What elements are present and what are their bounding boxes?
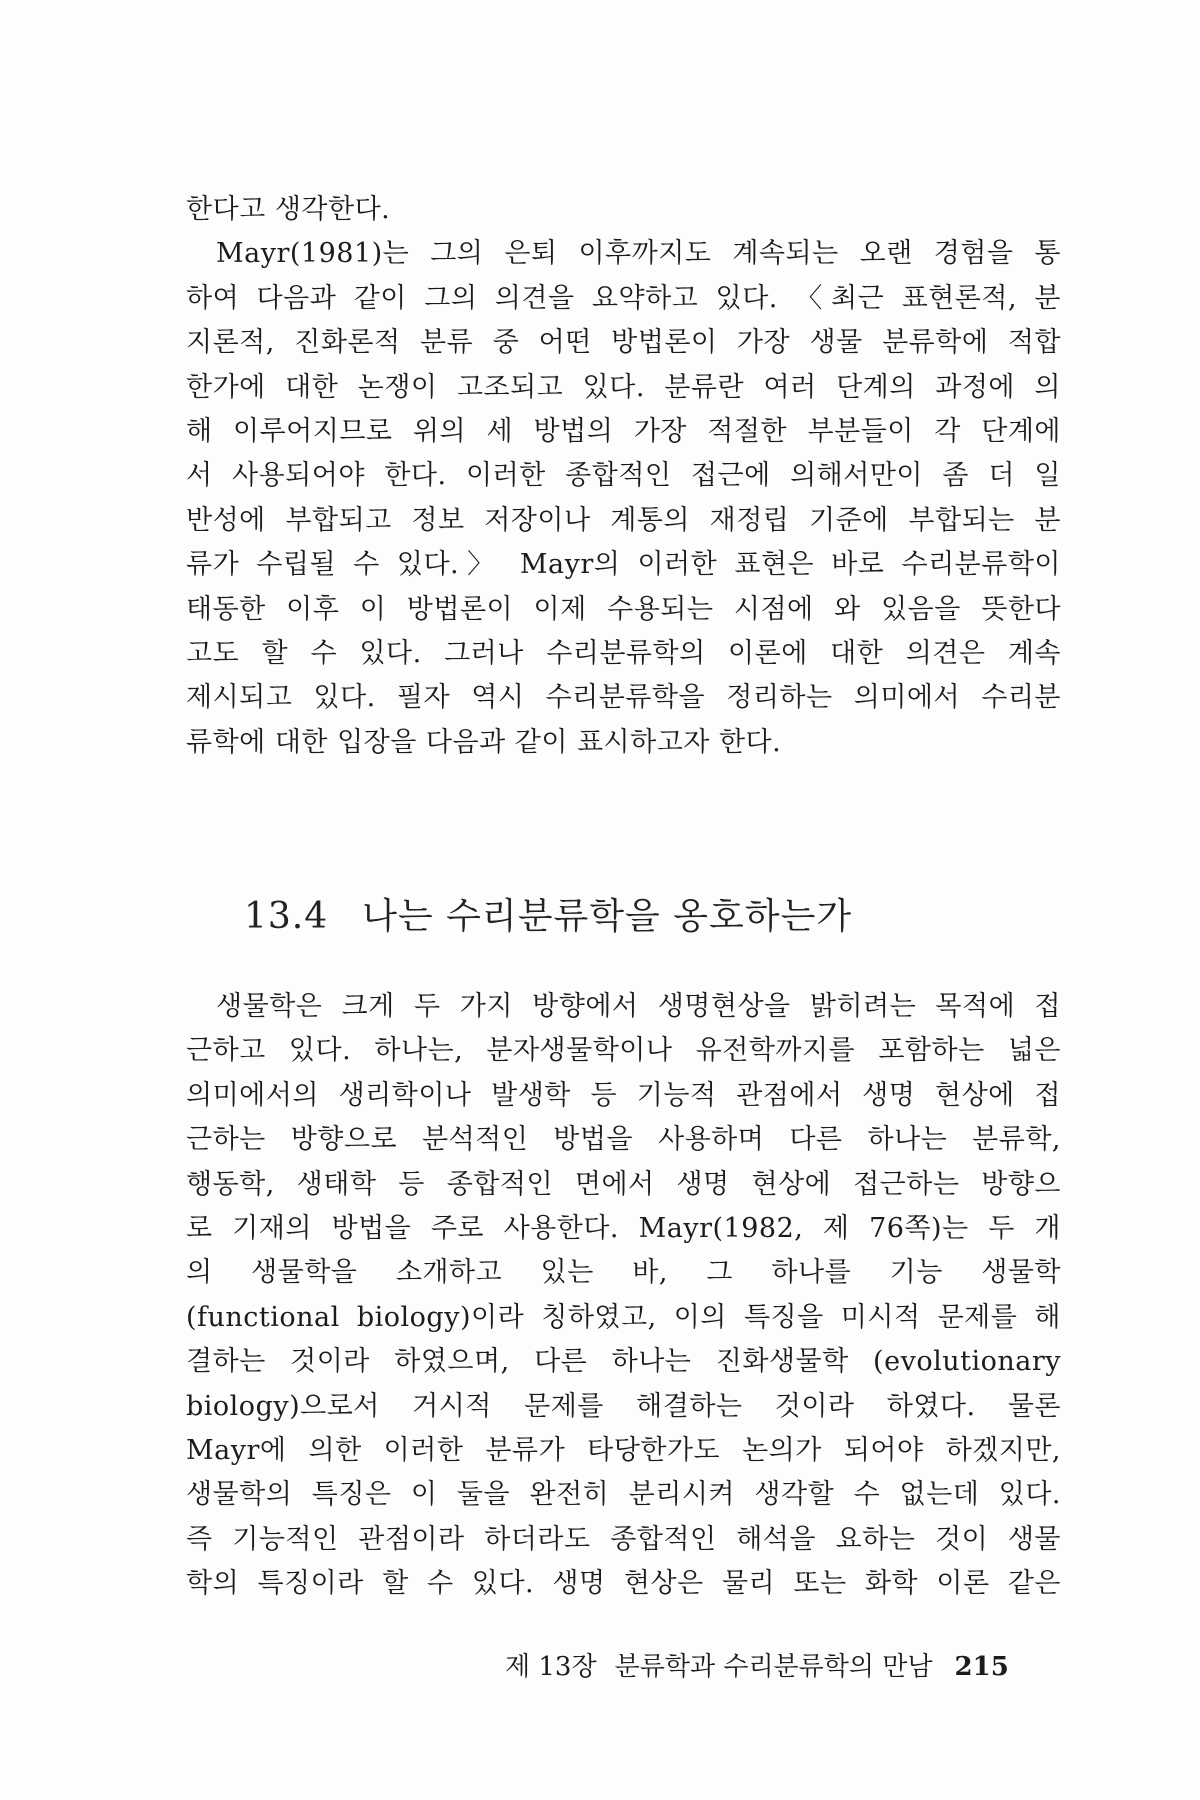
text-line: 반성에 부합되고 정보 저장이나 계통의 재정립 기준에 부합되는 분 [186,504,1061,536]
text-line: 한가에 대한 논쟁이 고조되고 있다. 분류란 여러 단계의 과정에 의 [186,371,1061,403]
text-line: (functional biology)이라 칭하였고, 이의 특징을 미시적 문제를 해 [186,1301,1061,1333]
text-line: 하여 다음과 같이 그의 의견을 요약하고 있다. 〈최근 표현론적, 분 [186,282,1061,314]
text-line: 즉 기능적인 관점이라 하더라도 종합적인 해석을 요하는 것이 생물 [186,1523,1061,1555]
paragraph [186,232,1061,765]
paragraph [186,985,1061,1606]
text-line: 학의 특징이라 할 수 있다. 생명 현상은 물리 또는 화학 이론 같은 [186,1568,1061,1600]
paragraph [186,188,1061,232]
text-line: 태동한 이후 이 방법론이 이제 수용되는 시점에 와 있음을 뜻한다 [186,593,1061,625]
text-line: 해 이루어지므로 위의 세 방법의 가장 적절한 부분들이 각 단계에 [186,415,1061,447]
body-text-bottom [186,985,1061,1606]
text-line: 결하는 것이라 하였으며, 다른 하나는 진화생물학 (evolutionary [186,1346,1061,1378]
text-line: 한다고 생각한다. [186,194,391,225]
section-title: 나는 수리분류학을 옹호하는가 [362,895,853,937]
text-line: 류학에 대한 입장을 다음과 같이 표시하고자 한다. [186,726,782,758]
text-line: Mayr(1981)는 그의 은퇴 이후까지도 계속되는 오랜 경험을 통 [216,238,1061,270]
text-line: 생물학의 특징은 이 둘을 완전히 분리시켜 생각할 수 없는데 있다. [186,1479,1061,1511]
text-line: 지론적, 진화론적 분류 중 어떤 방법론이 가장 생물 분류학에 적합 [186,327,1061,359]
text-line: 의미에서의 생리학이나 발생학 등 기능적 관점에서 생명 현상에 접 [186,1079,1061,1111]
footer-title: 분류학과 수리분류학의 만남 [614,1652,933,1682]
text-line: 류가 수립될 수 있다.〉 Mayr의 이러한 표현은 바로 수리분류학이 [186,549,1061,581]
section-number: 13.4 [244,895,329,937]
footer-chapter: 제 13장 [505,1652,597,1682]
text-line: biology)으로서 거시적 문제를 해결하는 것이라 하였다. 물론 [186,1390,1061,1422]
text-line: 고도 할 수 있다. 그러나 수리분류학의 이론에 대한 의견은 계속 [186,637,1061,669]
running-footer [505,1646,1009,1683]
text-line: 행동학, 생태학 등 종합적인 면에서 생명 현상에 접근하는 방향으 [186,1168,1061,1200]
text-line: 근하고 있다. 하나는, 분자생물학이나 유전학까지를 포함하는 넓은 [186,1035,1061,1067]
text-line: 생물학은 크게 두 가지 방향에서 생명현상을 밝히려는 목적에 접 [216,991,1061,1022]
text-line: 로 기재의 방법을 주로 사용한다. Mayr(1982, 제 76쪽)는 두 개 [186,1212,1061,1244]
text-line: 근하는 방향으로 분석적인 방법을 사용하며 다른 하나는 분류학, [186,1124,1061,1156]
page-number: 215 [954,1652,1009,1682]
text-line: 의 생물학을 소개하고 있는 바, 그 하나를 기능 생물학 [186,1257,1061,1289]
text-line: 서 사용되어야 한다. 이러한 종합적인 접근에 의해서만이 좀 더 일 [186,460,1061,492]
body-text-top [186,188,1061,765]
section-heading [244,888,852,939]
text-line: Mayr에 의한 이러한 분류가 타당한가도 논의가 되어야 하겠지만, [186,1434,1061,1466]
text-line: 제시되고 있다. 필자 역시 수리분류학을 정리하는 의미에서 수리분 [186,682,1061,714]
